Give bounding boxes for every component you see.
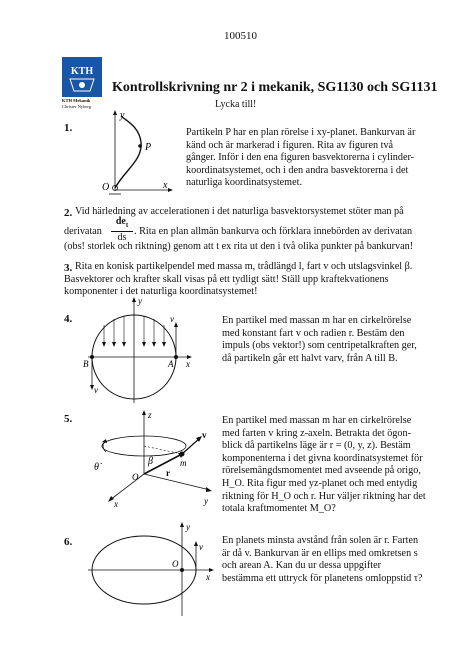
fig4-label-v-left: v bbox=[94, 385, 98, 395]
fig6-label-o: O bbox=[172, 559, 179, 569]
problem-2-number: 2. bbox=[64, 207, 73, 219]
problem-4-number: 4. bbox=[64, 313, 73, 325]
problem-4-figure bbox=[82, 295, 194, 407]
fig5-label-o: O bbox=[132, 472, 139, 482]
fig5-label-m: m bbox=[180, 458, 187, 468]
fig5-label-y: y bbox=[204, 496, 208, 506]
fig1-label-p: P bbox=[145, 142, 152, 153]
fig4-label-b: B bbox=[83, 359, 89, 369]
problem-4-text: En partikel med massan m har en cirkelrörelse med konstant fart v och radien r. Bestäm den impuls (obs vektor!) som centripetalkraften ger, då partikeln går ett halvt varv, från A till B. bbox=[222, 315, 417, 364]
fig5-label-z: z bbox=[148, 410, 152, 420]
problem-2-line-1: Vid härledning av accelerationen i det naturliga basvektorsystemet stöter man på bbox=[75, 206, 404, 217]
problem-6-text: En planets minsta avstånd från solen är r. Farten är då v. Bankurvan är en ellips med omkretsen s och arean A. Kan du ur dessa uppgifter bestämma ett uttryck för planetens omloppstid τ? bbox=[222, 535, 423, 584]
fig6-label-y: y bbox=[186, 522, 190, 532]
problem-2-line-3: (obs! storlek och riktning) genom att t ex rita ut den i två olika punkter på bankurvan! bbox=[64, 241, 414, 252]
logo-line-2: Christer Nyberg bbox=[62, 104, 92, 109]
fig6-label-x: x bbox=[206, 572, 210, 582]
greeting: Lycka till! bbox=[215, 99, 257, 110]
fig5-label-thetadot: θ̇ bbox=[94, 462, 99, 473]
fig1-label-y: y bbox=[120, 110, 125, 121]
fraction-subscript: t bbox=[125, 221, 129, 229]
problem-1-figure bbox=[95, 110, 175, 198]
fraction-denominator: ds bbox=[117, 232, 127, 243]
fig1-label-x: x bbox=[163, 180, 168, 191]
problem-3-number: 3. bbox=[64, 262, 73, 274]
kth-logo bbox=[62, 57, 102, 97]
problem-1-number: 1. bbox=[64, 122, 73, 134]
problem-6-figure bbox=[86, 520, 216, 620]
fig1-label-o: O bbox=[102, 182, 110, 193]
fig5-label-r: r bbox=[166, 468, 170, 478]
derivative-fraction bbox=[111, 216, 133, 243]
problem-6-number: 6. bbox=[64, 536, 73, 548]
fig4-label-v-right: v bbox=[170, 314, 174, 324]
logo-line-1: KTH Mekanik bbox=[62, 98, 91, 103]
fig5-label-x: x bbox=[114, 499, 118, 508]
svg-text:KTH: KTH bbox=[70, 66, 94, 77]
fig5-label-beta: β bbox=[148, 456, 153, 467]
problem-1-text: Partikeln P har en plan rörelse i xy-planet. Bankurvan är känd och är markerad i figuren. Rita av figuren två gånger. Inför i den ena figuren basvektorerna i cylinder-koordinatsystemet, och i den andra basvektorerna i det naturliga koordinatsystemet. bbox=[186, 127, 416, 189]
problem-5-figure bbox=[86, 408, 214, 508]
fig4-label-a: A bbox=[168, 359, 174, 369]
problem-5-text: En partikel med massan m har en cirkelrörelse med farten v kring z-axeln. Betrakta det ögon-blick då partikelns läge är r = (0, y, z). Bestäm komponenterna i det givna koordinatsystemet för rörelsemängdsmomentet med avseende på origo, H_O. Rita figur med yz-planet och med entydig riktning för H_O och r. Hur väljer riktning har det totala kraftmomentet M_O? bbox=[222, 415, 426, 515]
fraction-numerator: de bbox=[115, 216, 126, 227]
fig5-label-v: v bbox=[202, 430, 207, 440]
fig4-label-x: x bbox=[186, 359, 190, 369]
problem-2-line-2-pre: derivatan bbox=[64, 226, 102, 237]
problem-3-text: Rita en konisk partikelpendel med massa m, trådlängd l, fart v och utslagsvinkel β. Basvektorer och krafter skall visas på ett tydligt sätt! Ställ upp kraftekvationens komponenter i det naturliga koordinatsystemet! bbox=[64, 261, 413, 298]
problem-2-line-2-post: . Rita en plan allmän bankurva och förklara innebörden av derivatan bbox=[134, 226, 413, 237]
problem-5-number: 5. bbox=[64, 413, 73, 425]
page-title: Kontrollskrivning nr 2 i mekanik, SG1130 och SG1131 bbox=[112, 80, 438, 95]
fig6-label-v: v bbox=[199, 542, 203, 552]
fig4-label-y: y bbox=[138, 296, 142, 306]
page-code: 100510 bbox=[224, 30, 257, 42]
